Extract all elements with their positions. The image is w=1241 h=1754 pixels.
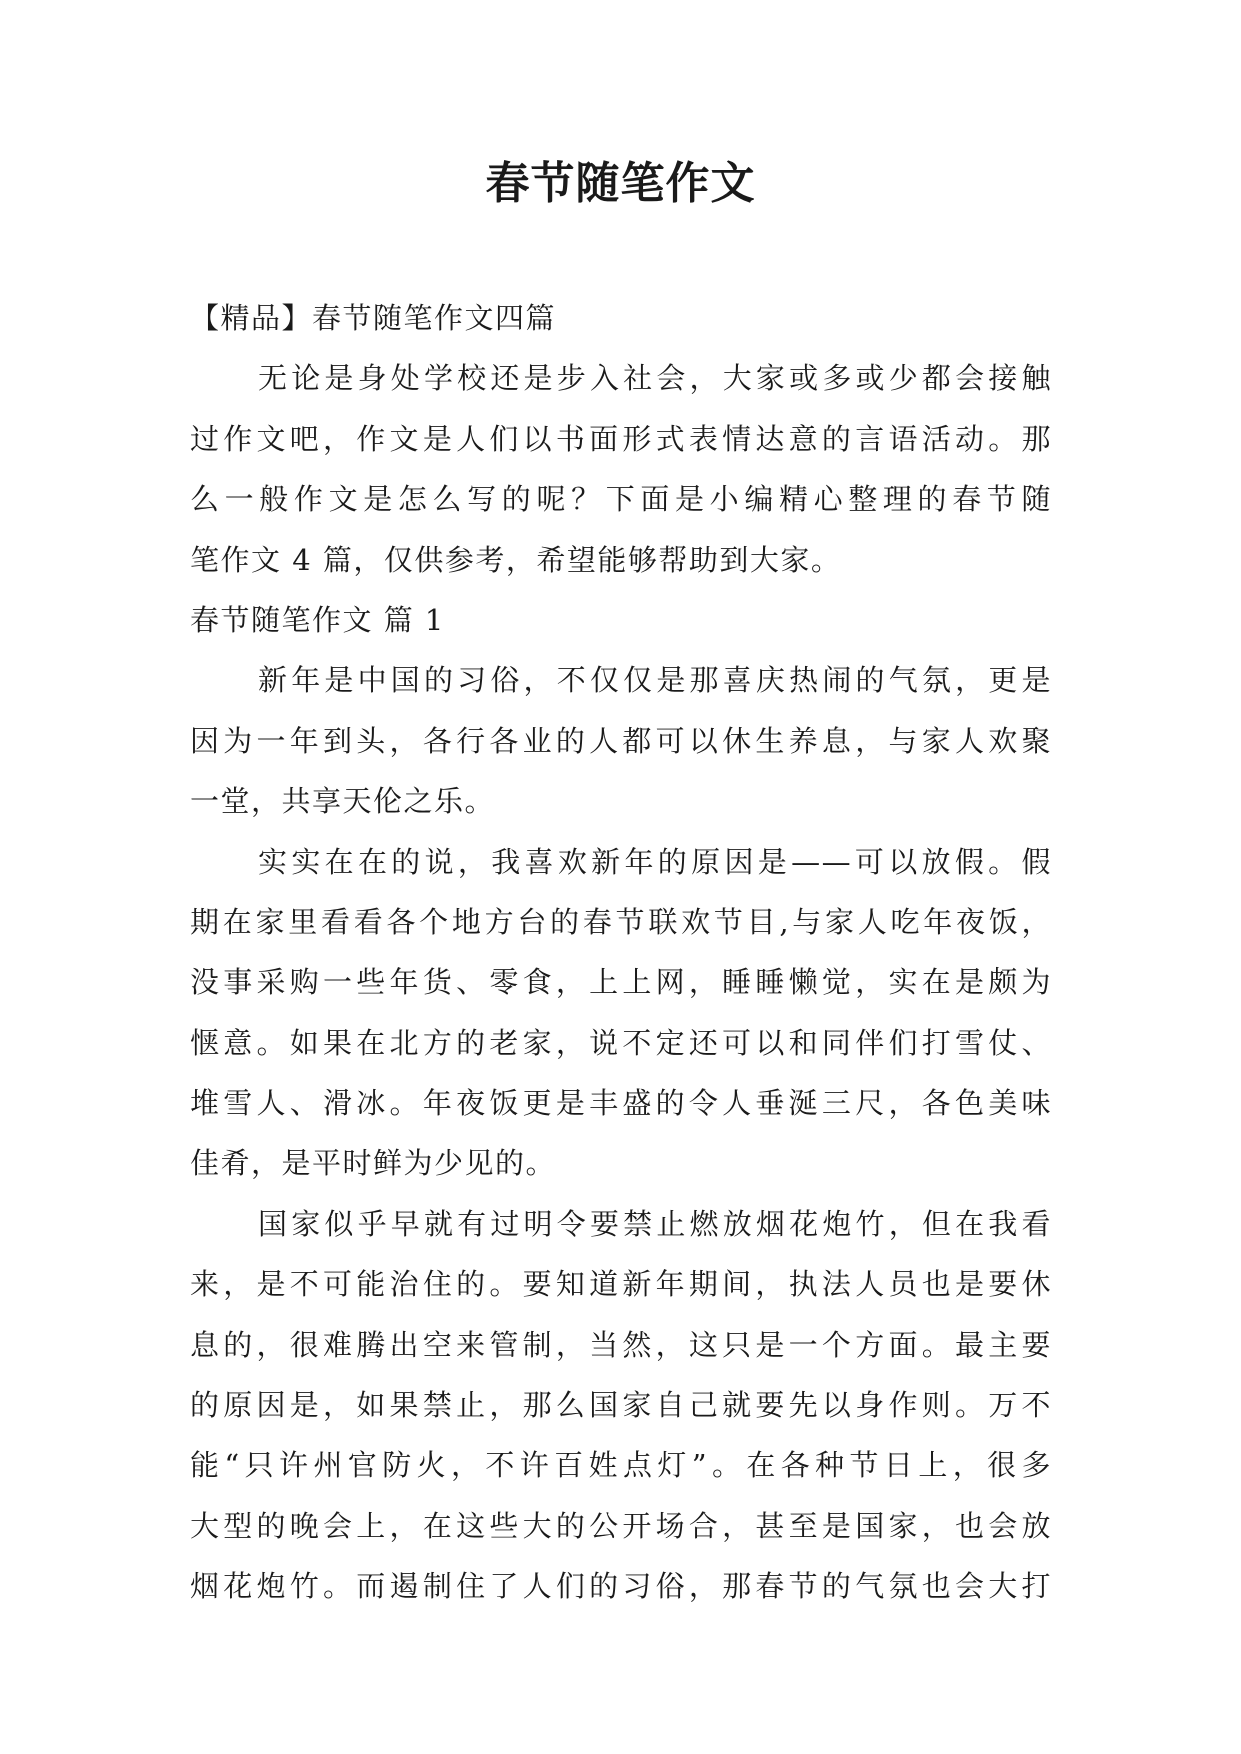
text-line: 笔作文 4 篇，仅供参考，希望能够帮助到大家。	[190, 542, 842, 577]
text-line: 来，是不可能治住的。要知道新年期间，执法人员也是要休	[190, 1267, 1052, 1302]
text-line: 大型的晚会上，在这些大的公开场合，甚至是国家，也会放	[190, 1508, 1052, 1543]
text-line: 实实在在的说，我喜欢新年的原因是——可以放假。假	[258, 844, 1052, 879]
document-body	[190, 288, 1052, 1617]
text-line: 春节随笔作文 篇 1	[190, 602, 445, 637]
text-line: 期在家里看看各个地方台的春节联欢节目,与家人吃年夜饭，	[190, 904, 1052, 939]
text-line: 过作文吧，作文是人们以书面形式表情达意的言语活动。那	[190, 421, 1052, 456]
text-line: 无论是身处学校还是步入社会，大家或多或少都会接触	[258, 361, 1052, 396]
text-line: 么一般作文是怎么写的呢？下面是小编精心整理的春节随	[190, 482, 1052, 517]
text-line: 一堂，共享天伦之乐。	[190, 784, 496, 819]
text-line: 烟花炮竹。而遏制住了人们的习俗，那春节的气氛也会大打	[190, 1569, 1052, 1604]
text-line: 惬意。如果在北方的老家，说不定还可以和同伴们打雪仗、	[190, 1025, 1052, 1060]
text-line: 能“只许州官防火，不许百姓点灯”。在各种节日上，很多	[190, 1448, 1052, 1483]
text-line: 因为一年到头，各行各业的人都可以休生养息，与家人欢聚	[190, 723, 1052, 758]
text-line: 国家似乎早就有过明令要禁止燃放烟花炮竹，但在我看	[258, 1206, 1052, 1241]
text-line: 没事采购一些年货、零食，上上网，睡睡懒觉，实在是颇为	[190, 965, 1052, 1000]
text-line: 堆雪人、滑冰。年夜饭更是丰盛的令人垂涎三尺，各色美味	[190, 1086, 1052, 1121]
text-line: 息的，很难腾出空来管制，当然，这只是一个方面。最主要	[190, 1327, 1052, 1362]
text-line: 的原因是，如果禁止，那么国家自己就要先以身作则。万不	[190, 1388, 1052, 1423]
text-line: 佳肴，是平时鲜为少见的。	[190, 1146, 557, 1181]
document-title: 春节随笔作文	[485, 158, 756, 209]
text-line: 【精品】春节随笔作文四篇	[190, 301, 557, 335]
text-line: 新年是中国的习俗，不仅仅是那喜庆热闹的气氛，更是	[258, 663, 1052, 698]
